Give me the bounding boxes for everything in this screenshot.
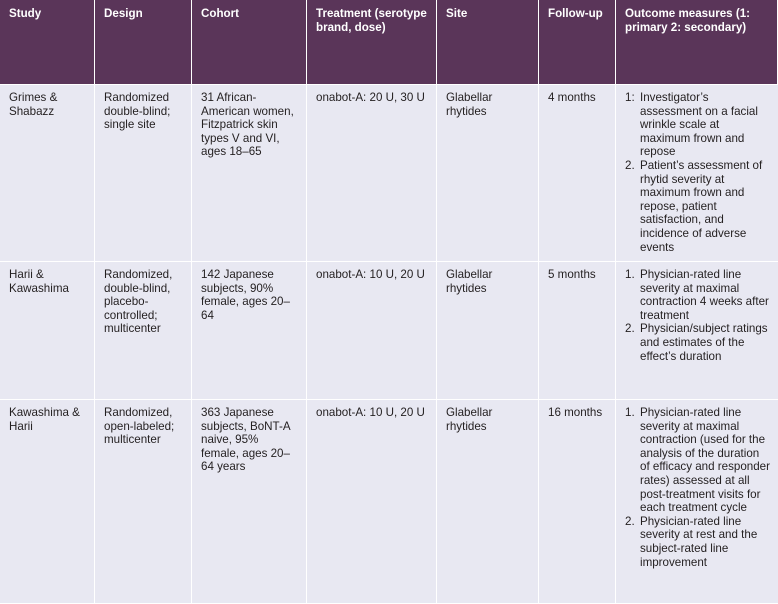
cell-cohort: 142 Japanese subjects, 90% female, ages 20–64 xyxy=(192,262,307,400)
cell-site: Glabellar rhytides xyxy=(437,85,539,262)
header-outcomes: Outcome measures (1: primary 2: secondary) xyxy=(616,0,778,84)
cell-site: Glabellar rhytides xyxy=(437,262,539,400)
cell-outcomes xyxy=(616,85,778,262)
cell-treatment: onabot-A: 10 U, 20 U xyxy=(307,400,437,604)
cell-design: Randomized double-blind; single site xyxy=(95,85,192,262)
outcome-item xyxy=(625,159,770,254)
outcome-item xyxy=(625,91,770,159)
cell-study: Grimes & Shabazz xyxy=(0,85,95,262)
cell-follow-up: 16 months xyxy=(539,400,616,604)
table-row xyxy=(0,399,778,604)
cell-cohort: 31 African-American women, Fitzpatrick skin types V and VI, ages 18–65 xyxy=(192,85,307,262)
cell-cohort: 363 Japanese subjects, BoNT-A naive, 95% female, ages 20–64 years xyxy=(192,400,307,604)
table-row xyxy=(0,84,778,262)
cell-design: Randomized, open-labeled; multicenter xyxy=(95,400,192,604)
outcome-number: 2. xyxy=(625,514,635,528)
outcome-text: Physician-rated line severity at maximal contraction (used for the analysis of the duration of efficacy and responder rates) assessed at all post-treatment visits for each treatment cycle xyxy=(640,406,770,515)
cell-design: Randomized, double-blind, placebo-controlled; multicenter xyxy=(95,262,192,400)
cell-site: Glabellar rhytides xyxy=(437,400,539,604)
header-treatment: Treatment (serotype brand, dose) xyxy=(307,0,437,84)
outcome-number: 2. xyxy=(625,158,635,172)
outcome-text: Physician-rated line severity at rest and the subject-rated line improvement xyxy=(640,514,758,569)
header-design: Design xyxy=(95,0,192,84)
outcome-number: 1. xyxy=(625,406,635,419)
table-row xyxy=(0,261,778,400)
outcome-list xyxy=(625,406,770,569)
outcome-number: 1. xyxy=(625,268,635,281)
cell-follow-up: 4 months xyxy=(539,85,616,262)
outcome-item xyxy=(625,268,770,322)
cell-outcomes xyxy=(616,262,778,400)
cell-study: Kawashima & Harii xyxy=(0,400,95,604)
header-study: Study xyxy=(0,0,95,84)
cell-treatment: onabot-A: 20 U, 30 U xyxy=(307,85,437,262)
cell-treatment: onabot-A: 10 U, 20 U xyxy=(307,262,437,400)
header-follow-up: Follow-up xyxy=(539,0,616,84)
outcome-item xyxy=(625,515,770,569)
outcome-item xyxy=(625,322,770,363)
cell-follow-up: 5 months xyxy=(539,262,616,400)
outcome-number: 2. xyxy=(625,322,635,336)
outcome-list xyxy=(625,91,770,254)
outcome-list xyxy=(625,268,770,363)
outcome-item xyxy=(625,406,770,515)
cell-outcomes xyxy=(616,400,778,604)
outcome-text: Physician/subject ratings and estimates of the effect’s duration xyxy=(640,322,768,363)
outcome-text: Physician-rated line severity at maximal contraction 4 weeks after treatment xyxy=(640,268,769,322)
header-site: Site xyxy=(437,0,539,84)
outcome-text: Investigator’s assessment on a facial wrinkle scale at maximum frown and repose xyxy=(640,91,758,159)
header-cohort: Cohort xyxy=(192,0,307,84)
outcome-text: Patient’s assessment of rhytid severity at maximum frown and repose, patient satisfaction, and incidence of adverse events xyxy=(640,158,763,254)
outcome-number: 1: xyxy=(625,91,635,104)
table-header-row xyxy=(0,0,778,84)
cell-study: Harii & Kawashima xyxy=(0,262,95,400)
